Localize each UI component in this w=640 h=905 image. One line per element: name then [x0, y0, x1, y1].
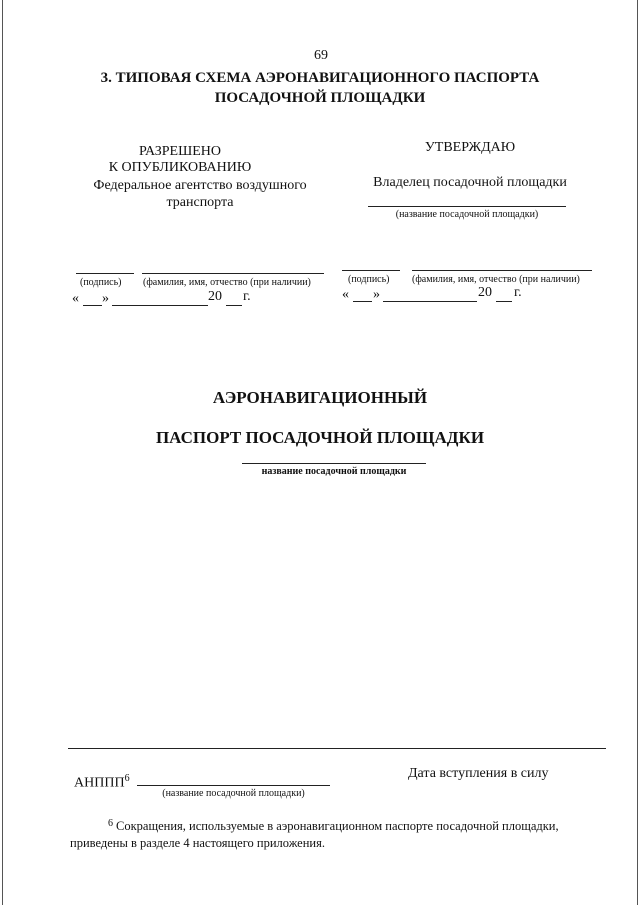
anpp-name-line — [137, 785, 330, 786]
passport-name-caption: название посадочной площадки — [261, 466, 407, 477]
owner-name-line — [368, 206, 566, 207]
left-block-line-2: К ОПУБЛИКОВАНИЮ — [108, 160, 252, 175]
left-block-line-1: РАЗРЕШЕНО — [138, 144, 221, 159]
owner-name-caption: (название посадочной площадки) — [395, 209, 539, 220]
approve-title: УТВЕРЖДАЮ — [424, 140, 516, 155]
right-year-suffix: г. — [514, 285, 522, 300]
right-year-prefix: 20 — [478, 285, 492, 300]
passport-title-line-2: ПАСПОРТ ПОСАДОЧНОЙ ПЛОЩАДКИ — [155, 428, 485, 447]
left-month-line — [112, 305, 208, 306]
left-year-line — [226, 305, 242, 306]
effective-date-label: Дата вступления в силу — [408, 766, 549, 781]
footnote-line-2: приведены в разделе 4 настоящего приложения. — [70, 836, 325, 850]
left-date-open: « — [72, 291, 79, 306]
passport-title-line-1: АЭРОНАВИГАЦИОННЫЙ — [212, 388, 428, 407]
anpp-label — [74, 773, 130, 792]
left-year-prefix: 20 — [208, 289, 222, 304]
footer-separator-line — [68, 748, 606, 749]
left-year-suffix: г. — [243, 289, 251, 304]
right-date-close: » — [373, 287, 380, 302]
footnote-marker: 6 — [108, 818, 113, 829]
footnote-line-1: Сокращения, используемые в аэронавигационном паспорте посадочной площадки, — [116, 819, 559, 833]
left-name-line — [142, 273, 324, 274]
heading-line-1: 3. ТИПОВАЯ СХЕМА АЭРОНАВИГАЦИОННОГО ПАСПОРТА — [100, 70, 540, 86]
heading-line-2: ПОСАДОЧНОЙ ПЛОЩАДКИ — [214, 90, 426, 106]
left-day-line — [83, 305, 102, 306]
page-number: 69 — [314, 48, 328, 63]
anpp-footnote-ref: 6 — [124, 773, 130, 784]
left-name-caption: (фамилия, имя, отчество (при наличии) — [143, 277, 311, 288]
page-border-left — [2, 0, 3, 905]
anpp-label-text: АНППП — [74, 775, 125, 791]
left-block-line-4: транспорта — [166, 195, 234, 210]
passport-name-line — [242, 463, 426, 464]
left-signature-line — [76, 273, 134, 274]
left-block-line-3: Федеральное агентство воздушного — [93, 178, 307, 193]
right-date-open: « — [342, 287, 349, 302]
right-name-line — [412, 270, 592, 271]
right-signature-caption: (подпись) — [348, 274, 390, 285]
right-name-caption: (фамилия, имя, отчество (при наличии) — [412, 274, 580, 285]
anpp-name-caption: (название посадочной площадки) — [162, 788, 305, 799]
owner-label: Владелец посадочной площадки — [373, 175, 567, 190]
right-year-line — [496, 301, 512, 302]
page-border-right — [637, 0, 638, 905]
left-signature-caption: (подпись) — [80, 277, 122, 288]
right-day-line — [353, 301, 372, 302]
right-month-line — [383, 301, 477, 302]
right-signature-line — [342, 270, 400, 271]
left-date-close: » — [102, 291, 109, 306]
